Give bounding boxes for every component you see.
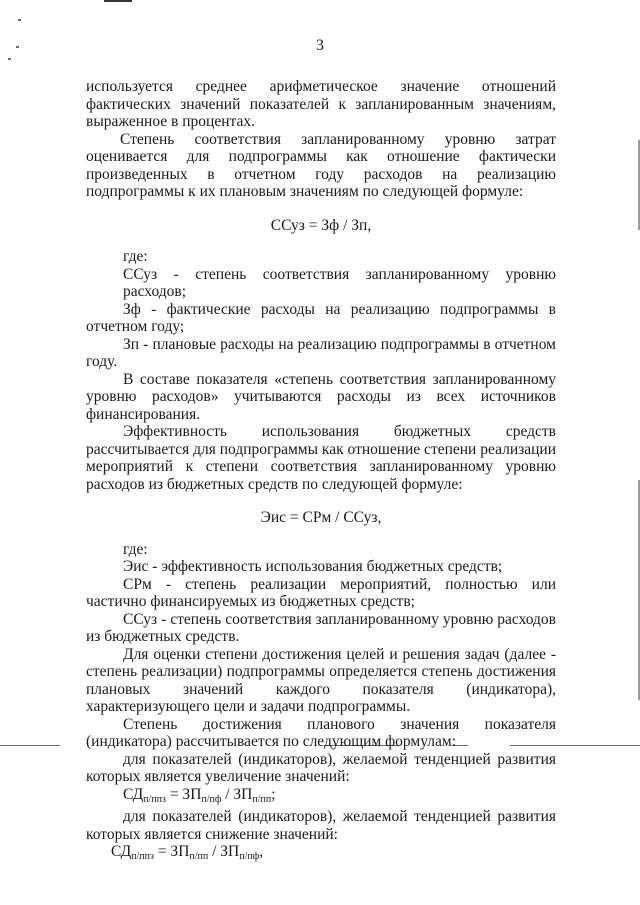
paragraph: Эффективность использования бюджетных средств рассчитывается для подпрограммы как отношение степени реализации мероприятий к степени соответствия запланированному уровню расходов из бюджетных средств по следующей формуле: (86, 423, 556, 493)
paragraph: для показателей (индикаторов), желаемой тенденцией развития которых является снижение значений: (86, 808, 556, 843)
paragraph: Для оценки степени достижения целей и решения задач (далее - степень реализации) подпрограммы определяется степень достижения плановых значений каждого показателя (индикатора), характеризующего цели и задачи подпрограммы. (86, 645, 556, 715)
paragraph: Степень достижения планового значения показателя (индикатора) рассчитывается по следующим формулам: (86, 715, 556, 750)
paragraph: используется среднее арифметическое значение отношений фактических значений показателей к запланированным значениям, выраженное в процентах. (86, 78, 556, 130)
scan-artifact-line (0, 745, 60, 746)
formula-decrease: $СД_{п/ппз} = ЗП_{п/пп} / ЗП_{п/пф}$, (111, 843, 264, 862)
where-label: где: (123, 540, 148, 558)
document-body (86, 78, 556, 866)
definition: ССуз - степень соответствия запланированному уровню расходов из бюджетных средств. (86, 610, 556, 645)
formula-ssuz: ССуз = Зф / Зп, (270, 216, 372, 234)
formula-increase: $СД_{п/ппз} = ЗП_{п/пф} / ЗП_{п/пп}$; (123, 785, 276, 805)
formula-eis: Эис = СРм / ССуз, (260, 509, 382, 526)
definition: СРм - степень реализации мероприятий, полностью или частично финансируемых из бюджетных средств; (86, 575, 556, 610)
scan-artifact-dot (18, 19, 21, 21)
page-number: 3 (316, 37, 324, 54)
definition: Зф - фактические расходы на реализацию подпрограммы в отчетном году; (86, 300, 556, 335)
paragraph: Степень соответствия запланированному уровню затрат оценивается для подпрограммы как отношение фактически произведенных в отчетном году расходов на реализацию подпрограммы к их плановым значениям по следующей формуле: (86, 130, 556, 200)
definition: Эис - эффективность использования бюджетных средств; (123, 558, 503, 575)
paragraph: В составе показателя «степень соответствия запланированному уровню расходов» учитываются расходы из всех источников финансирования. (86, 370, 556, 423)
definition: Зп - плановые расходы на реализацию подпрограммы в отчетном году. (86, 335, 556, 370)
paragraph: для показателей (индикаторов), желаемой тенденцией развития которых является увеличение значений: (86, 750, 556, 785)
scan-artifact-top (104, 0, 132, 2)
definition: ССуз - степень соответствия запланированному уровню расходов; (123, 265, 556, 300)
where-label: где: (123, 248, 148, 265)
scan-artifact-dot (8, 58, 11, 60)
